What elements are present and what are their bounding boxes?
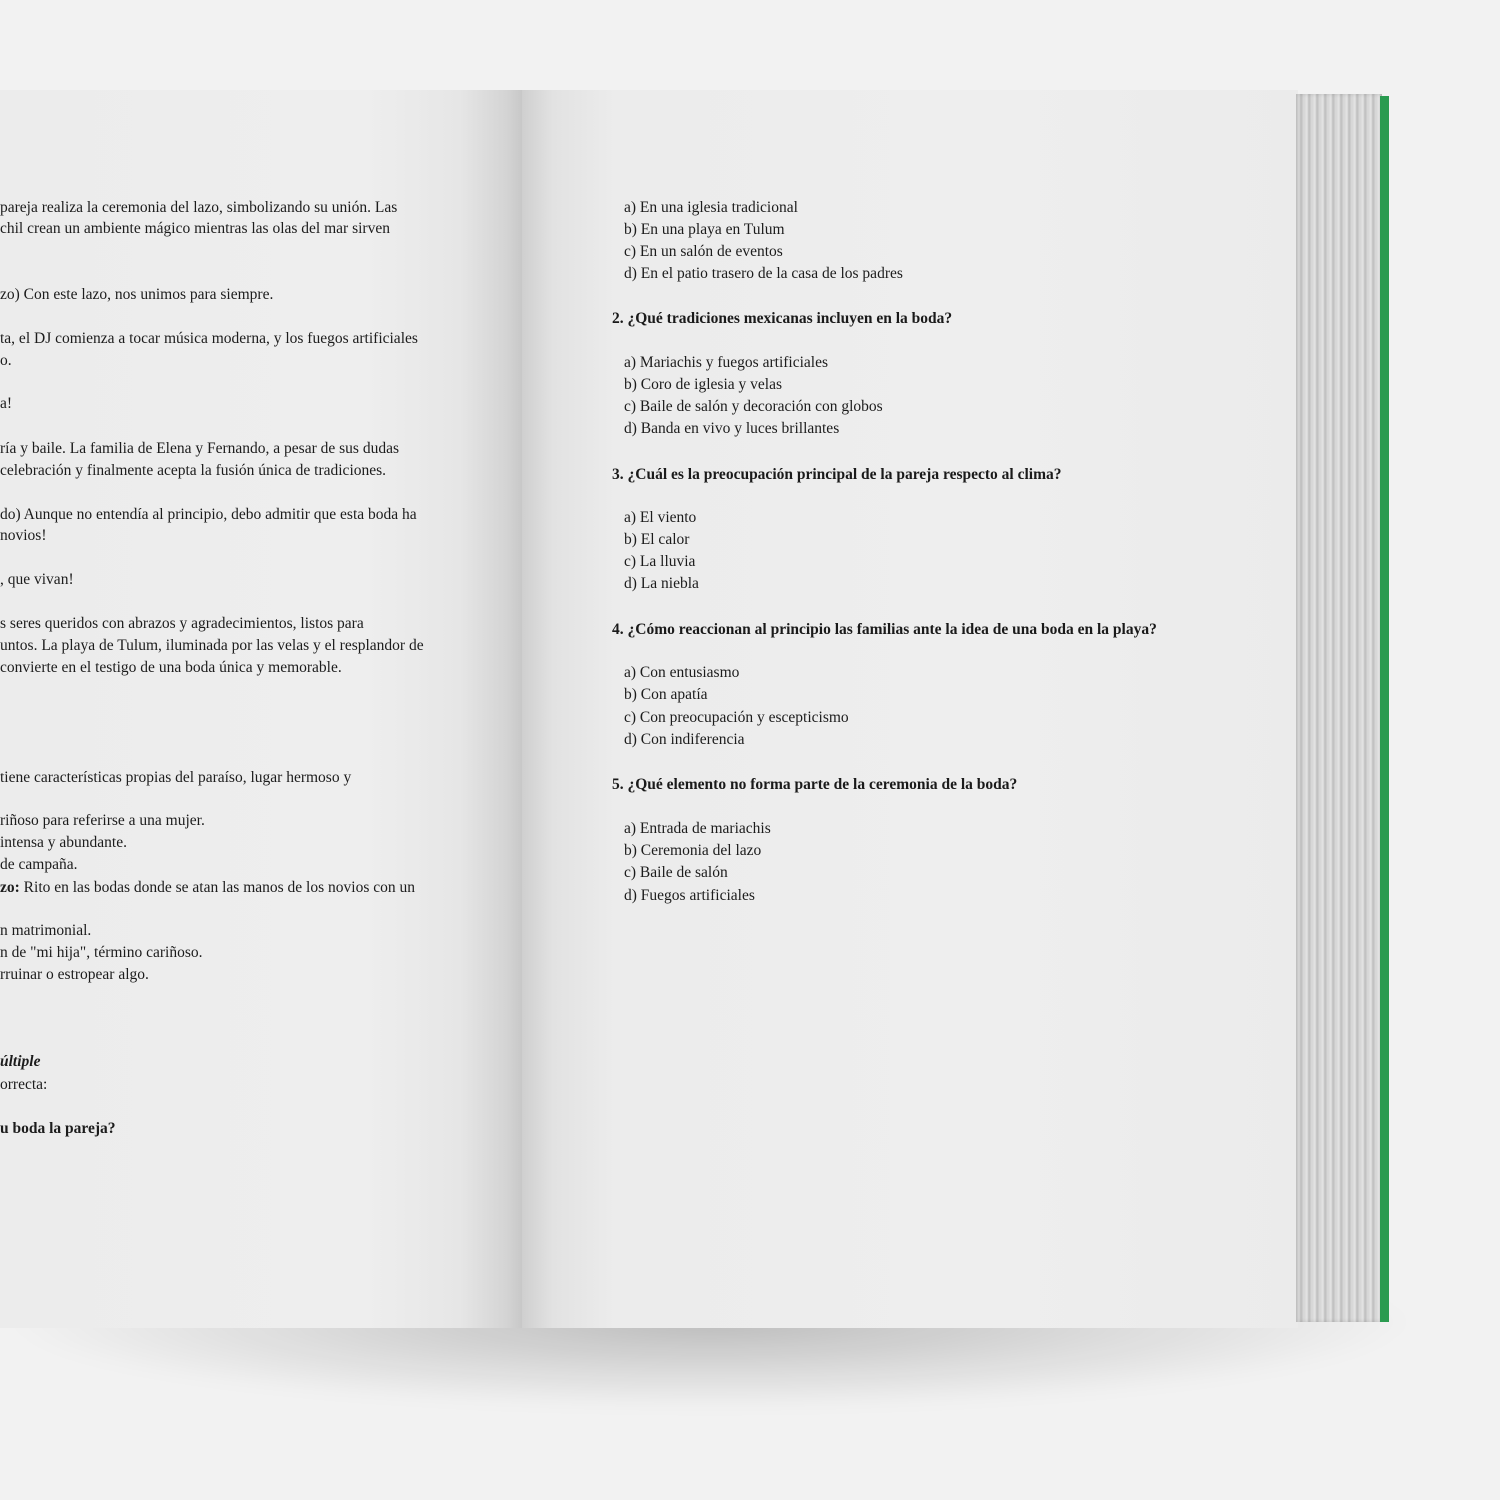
question-title: 4. ¿Cómo reaccionan al principio las familias ante la idea de una boda en la playa? bbox=[612, 621, 1157, 638]
text-line: intensa y abundante. bbox=[0, 834, 127, 851]
text-line: rruinar o estropear algo. bbox=[0, 966, 149, 983]
answer-option: a) En una iglesia tradicional bbox=[624, 199, 798, 216]
page-edges bbox=[1296, 94, 1382, 1322]
answer-option: c) Con preocupación y escepticismo bbox=[624, 709, 849, 726]
question-title: 5. ¿Qué elemento no forma parte de la ceremonia de la boda? bbox=[612, 776, 1018, 793]
glossary-term: zo: bbox=[0, 879, 20, 896]
answer-option: d) Fuegos artificiales bbox=[624, 887, 755, 904]
answer-option: a) Mariachis y fuegos artificiales bbox=[624, 354, 828, 371]
answer-option: b) Con apatía bbox=[624, 686, 708, 703]
text-line: ría y baile. La familia de Elena y Fernando, a pesar de sus dudas bbox=[0, 440, 399, 457]
answer-option: d) La niebla bbox=[624, 575, 699, 592]
section-heading: últiple bbox=[0, 1053, 41, 1070]
answer-option: d) En el patio trasero de la casa de los padres bbox=[624, 265, 903, 282]
glossary-definition: Rito en las bodas donde se atan las manos de los novios con un bbox=[19, 879, 415, 896]
text-line: chil crean un ambiente mágico mientras las olas del mar sirven bbox=[0, 220, 390, 237]
text-line: ta, el DJ comienza a tocar música moderna, y los fuegos artificiales bbox=[0, 330, 418, 347]
answer-option: b) El calor bbox=[624, 531, 690, 548]
answer-option: c) Baile de salón y decoración con globos bbox=[624, 398, 883, 415]
text-line: a! bbox=[0, 395, 13, 412]
answer-option: d) Banda en vivo y luces brillantes bbox=[624, 420, 840, 437]
text-line: n matrimonial. bbox=[0, 922, 92, 939]
answer-option: a) El viento bbox=[624, 509, 697, 526]
text-line: orrecta: bbox=[0, 1076, 48, 1093]
book-cover-edge bbox=[1380, 96, 1389, 1322]
text-line: zo) Con este lazo, nos unimos para siempre. bbox=[0, 286, 274, 303]
answer-option: c) Baile de salón bbox=[624, 864, 728, 881]
text-line: , que vivan! bbox=[0, 571, 74, 588]
question-title: u boda la pareja? bbox=[0, 1120, 116, 1137]
answer-option: d) Con indiferencia bbox=[624, 731, 745, 748]
text-line: s seres queridos con abrazos y agradecimientos, listos para bbox=[0, 615, 364, 632]
answer-option: b) Ceremonia del lazo bbox=[624, 842, 762, 859]
text-line: untos. La playa de Tulum, iluminada por las velas y el resplandor de bbox=[0, 637, 424, 654]
text-line: pareja realiza la ceremonia del lazo, simbolizando su unión. Las bbox=[0, 199, 398, 216]
glossary-line bbox=[0, 877, 415, 899]
left-page bbox=[0, 90, 522, 1328]
text-line: de campaña. bbox=[0, 856, 78, 873]
answer-option: b) En una playa en Tulum bbox=[624, 221, 785, 238]
text-line: celebración y finalmente acepta la fusión única de tradiciones. bbox=[0, 462, 387, 479]
text-line: tiene características propias del paraíso, lugar hermoso y bbox=[0, 769, 352, 786]
text-line: riñoso para referirse a una mujer. bbox=[0, 812, 205, 829]
answer-option: b) Coro de iglesia y velas bbox=[624, 376, 782, 393]
answer-option: a) Con entusiasmo bbox=[624, 664, 740, 681]
answer-option: c) La lluvia bbox=[624, 553, 696, 570]
text-line: do) Aunque no entendía al principio, debo admitir que esta boda ha bbox=[0, 506, 417, 523]
text-line: novios! bbox=[0, 527, 47, 544]
answer-option: c) En un salón de eventos bbox=[624, 243, 783, 260]
question-title: 2. ¿Qué tradiciones mexicanas incluyen en la boda? bbox=[612, 310, 953, 327]
text-line: o. bbox=[0, 352, 12, 369]
text-line: convierte en el testigo de una boda única y memorable. bbox=[0, 659, 342, 676]
answer-option: a) Entrada de mariachis bbox=[624, 820, 771, 837]
text-line: n de "mi hija", término cariñoso. bbox=[0, 944, 203, 961]
question-title: 3. ¿Cuál es la preocupación principal de la pareja respecto al clima? bbox=[612, 466, 1062, 483]
